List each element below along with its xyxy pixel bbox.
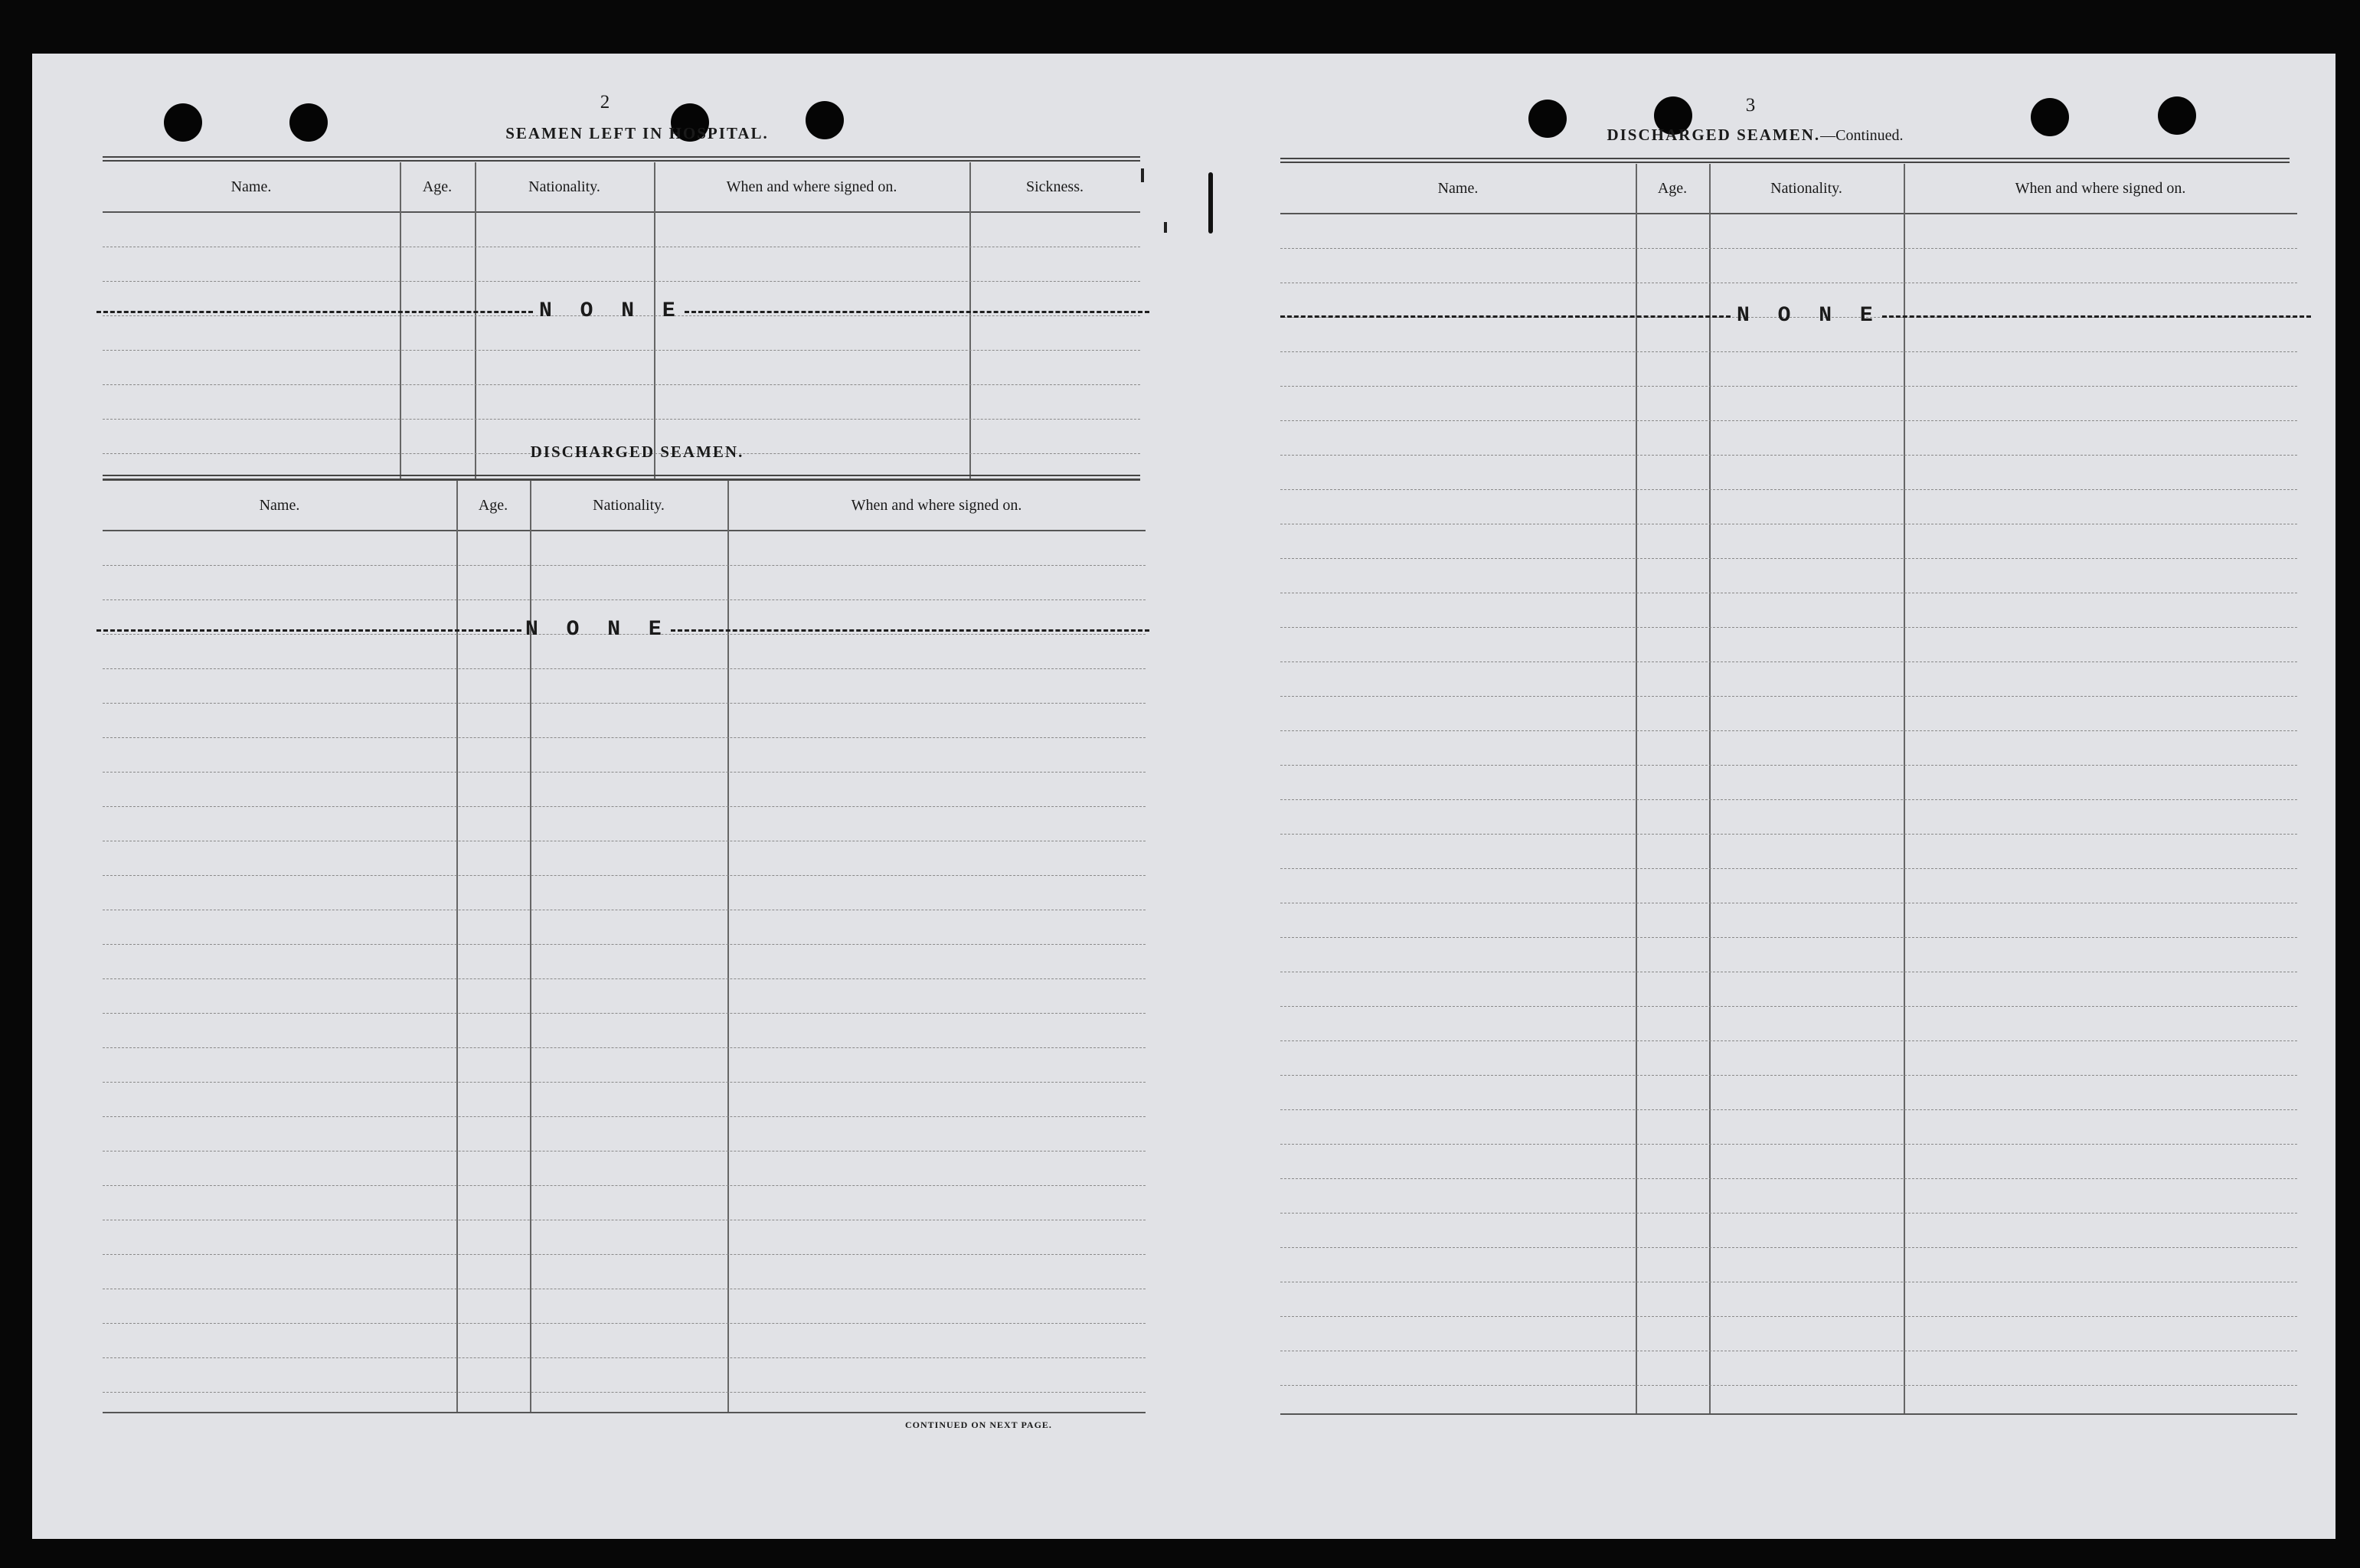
table-row	[1280, 559, 2297, 593]
table-row	[103, 213, 1140, 247]
table-row	[1280, 1248, 2297, 1282]
table-row	[103, 1220, 1146, 1255]
continued-note: CONTINUED ON NEXT PAGE.	[905, 1419, 1052, 1430]
table-row	[1280, 593, 2297, 628]
table-row	[103, 1186, 1146, 1220]
table-row	[1280, 1145, 2297, 1179]
hospital-none-entry	[96, 300, 1149, 323]
table-rows	[103, 213, 1140, 454]
table-row	[1280, 800, 2297, 835]
none-stamp: N O N E	[525, 618, 669, 642]
table-row	[103, 385, 1140, 420]
punch-hole	[289, 103, 328, 142]
table-row	[103, 1255, 1146, 1289]
col-nationality: Nationality.	[593, 497, 665, 514]
col-age: Age.	[478, 497, 508, 514]
table-row	[1280, 938, 2297, 972]
table-row	[1280, 1214, 2297, 1248]
table-row	[1280, 352, 2297, 387]
col-name: Name.	[259, 497, 300, 514]
table-row	[1280, 628, 2297, 662]
table-header	[1280, 164, 2297, 214]
table-row	[103, 704, 1146, 738]
discharged-none-entry	[96, 619, 1149, 642]
col-sickness: Sickness.	[1026, 178, 1084, 195]
table-row	[103, 247, 1140, 282]
binding-tick	[1141, 168, 1144, 182]
table-row	[103, 910, 1146, 945]
table-row	[103, 876, 1146, 910]
punch-hole	[164, 103, 202, 142]
title-rule	[103, 475, 1140, 480]
table-row	[103, 566, 1146, 600]
col-signed-on: When and where signed on.	[726, 178, 897, 195]
table-row	[1280, 1076, 2297, 1110]
hospital-section-title: SEAMEN LEFT IN HOSPITAL.	[505, 124, 769, 142]
table-row	[103, 1014, 1146, 1048]
table-row	[1280, 1007, 2297, 1041]
table-row	[103, 738, 1146, 773]
discharged-none-entry	[1280, 305, 2311, 328]
ledger-sheet	[32, 54, 2335, 1539]
table-header	[103, 481, 1146, 531]
table-row	[103, 1324, 1146, 1358]
left-page	[32, 54, 1181, 1539]
title-text: DISCHARGED SEAMEN.	[1607, 126, 1821, 144]
col-signed-on: When and where signed on.	[2015, 180, 2186, 197]
table-row	[1280, 662, 2297, 697]
table-row	[1280, 249, 2297, 283]
table-row	[1280, 1041, 2297, 1076]
table-row	[103, 351, 1140, 385]
table-row	[1280, 1110, 2297, 1145]
punch-hole	[2158, 96, 2196, 135]
col-nationality: Nationality.	[528, 178, 600, 195]
title-rule	[103, 156, 1140, 162]
col-signed-on: When and where signed on.	[851, 497, 1022, 514]
table-row	[103, 841, 1146, 876]
punch-hole	[2031, 98, 2069, 136]
col-nationality: Nationality.	[1770, 180, 1842, 197]
table-row	[103, 1152, 1146, 1186]
table-row	[1280, 731, 2297, 766]
table-row	[1280, 214, 2297, 249]
table-row	[1280, 1282, 2297, 1317]
page-title	[1533, 126, 1977, 145]
table-row	[1280, 490, 2297, 524]
table-row	[1280, 524, 2297, 559]
table-row	[1280, 456, 2297, 490]
table-row	[103, 1289, 1146, 1324]
table-row	[103, 945, 1146, 979]
binding-tick	[1164, 222, 1167, 233]
col-name: Name.	[230, 178, 272, 195]
table-row	[1280, 869, 2297, 903]
none-stamp: N O N E	[1737, 304, 1881, 328]
discharged-section-title: DISCHARGED SEAMEN.	[530, 443, 744, 461]
table-row	[1280, 835, 2297, 869]
discharged-continued-table	[1280, 164, 2297, 1415]
table-row	[103, 669, 1146, 704]
table-row	[1280, 421, 2297, 456]
table-row	[103, 531, 1146, 566]
page-number: 3	[1745, 95, 1756, 116]
table-header	[103, 162, 1140, 213]
table-bottom-rule	[103, 1412, 1146, 1413]
title-rule	[1280, 158, 2290, 163]
table-row	[1280, 697, 2297, 731]
table-bottom-rule	[1280, 1413, 2297, 1415]
table-row	[1280, 766, 2297, 800]
table-row	[103, 807, 1146, 841]
table-row	[103, 1083, 1146, 1117]
table-row	[1280, 1351, 2297, 1386]
col-name: Name.	[1437, 180, 1479, 197]
page-number: 2	[600, 92, 610, 113]
right-page	[1211, 54, 2335, 1539]
table-row	[103, 1117, 1146, 1152]
col-age: Age.	[422, 178, 453, 195]
none-stamp: N O N E	[539, 299, 683, 323]
table-row	[1280, 903, 2297, 938]
table-row	[1280, 1317, 2297, 1351]
table-row	[1280, 387, 2297, 421]
table-row	[103, 1358, 1146, 1393]
table-row	[103, 979, 1146, 1014]
title-suffix: —Continued.	[1820, 127, 1904, 144]
table-row	[1280, 1179, 2297, 1214]
table-row	[103, 1048, 1146, 1083]
table-rows	[1280, 214, 2297, 1386]
table-row	[1280, 972, 2297, 1007]
table-row	[103, 773, 1146, 807]
table-rows	[103, 531, 1146, 1393]
col-age: Age.	[1657, 180, 1688, 197]
